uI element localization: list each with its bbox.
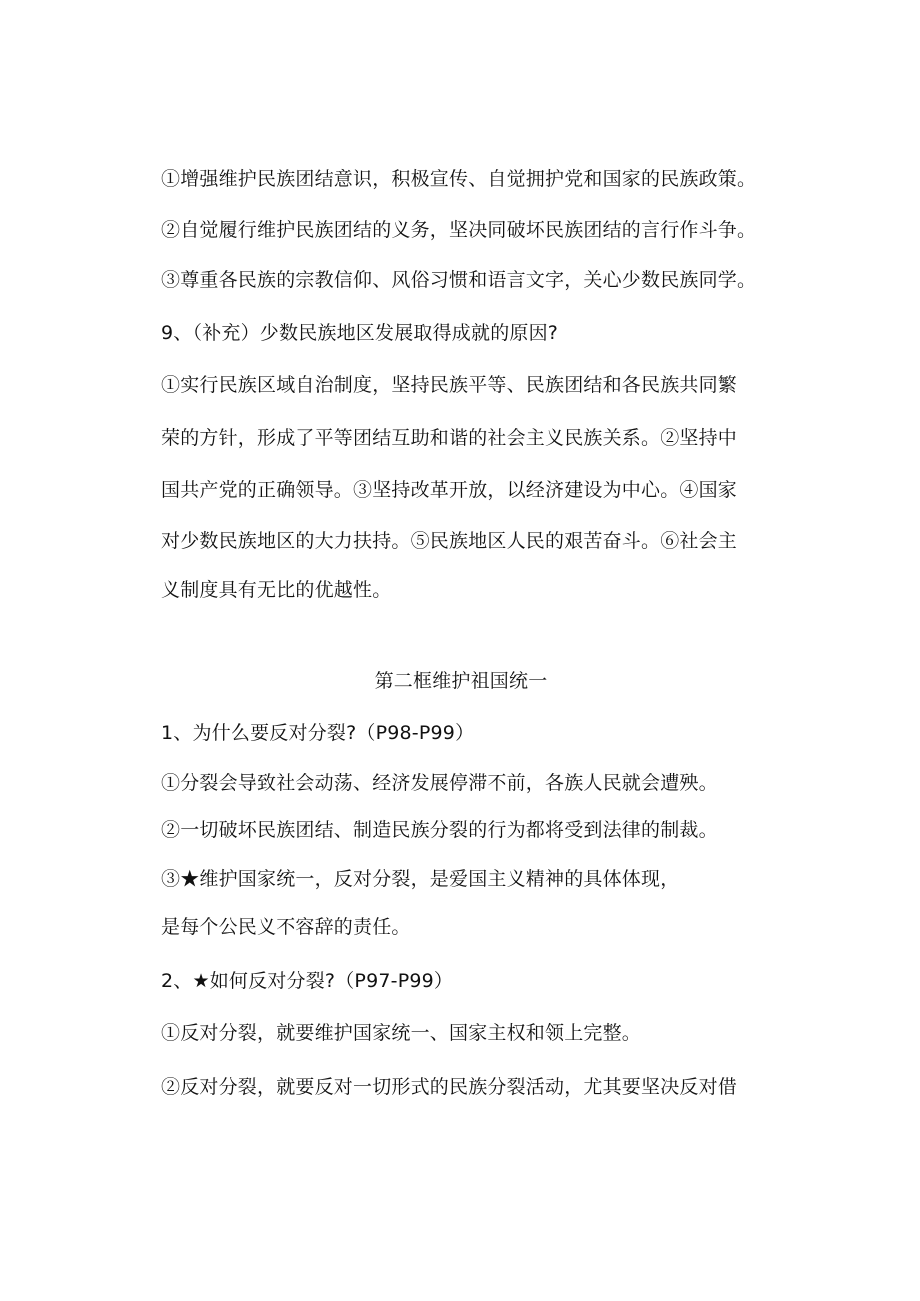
paragraph-line: ②自觉履行维护民族团结的义务，坚决同破坏民族团结的言行作斗争。 bbox=[161, 219, 757, 241]
question-heading: 1、为什么要反对分裂?（P98-P99） bbox=[161, 722, 475, 744]
paragraph-line: 国共产党的正确领导。③坚持改革开放，以经济建设为中心。④国家 bbox=[161, 479, 738, 501]
question-heading: 9、（补充）少数民族地区发展取得成就的原因? bbox=[161, 322, 559, 344]
paragraph-line: ②反对分裂，就要反对一切形式的民族分裂活动，尤其要坚决反对借 bbox=[161, 1076, 738, 1098]
paragraph-line: 荣的方针，形成了平等团结互助和谐的社会主义民族关系。②坚持中 bbox=[161, 427, 738, 449]
paragraph-line: 对少数民族地区的大力扶持。⑤民族地区人民的艰苦奋斗。⑥社会主 bbox=[161, 530, 738, 552]
paragraph-line: ①分裂会导致社会动荡、经济发展停滞不前，各族人民就会遭殃。 bbox=[161, 772, 718, 794]
paragraph-line: ①增强维护民族团结意识，积极宣传、自觉拥护党和国家的民族政策。 bbox=[161, 168, 757, 190]
paragraph-line: 是每个公民义不容辞的责任。 bbox=[161, 916, 411, 938]
question-heading: 2、★如何反对分裂?（P97-P99） bbox=[161, 970, 454, 992]
paragraph-line: 义制度具有无比的优越性。 bbox=[161, 579, 392, 601]
paragraph-line: ③★维护国家统一，反对分裂，是爱国主义精神的具体体现， bbox=[161, 868, 680, 890]
paragraph-line: ①实行民族区域自治制度，坚持民族平等、民族团结和各民族共同繁 bbox=[161, 374, 738, 396]
paragraph-line: ②一切破坏民族团结、制造民族分裂的行为都将受到法律的制裁。 bbox=[161, 819, 718, 841]
paragraph-line: ①反对分裂，就要维护国家统一、国家主权和领上完整。 bbox=[161, 1022, 642, 1044]
section-title: 第二框维护祖国统一 bbox=[374, 670, 548, 692]
paragraph-line: ③尊重各民族的宗教信仰、风俗习惯和语言文字，关心少数民族同学。 bbox=[161, 269, 757, 291]
